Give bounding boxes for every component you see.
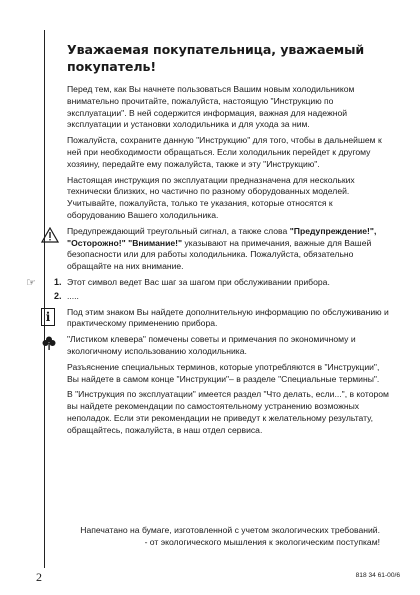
clover-icon	[41, 335, 59, 353]
step-text: .....	[67, 290, 79, 301]
page-number: 2	[36, 570, 42, 584]
info-icon: i	[41, 308, 55, 326]
warning-intro: Предупреждающий треугольный сигнал, а также слова	[67, 225, 288, 236]
step-1	[26, 275, 393, 289]
step-number: 1.	[54, 276, 62, 287]
margin-rule	[44, 30, 45, 568]
content	[26, 41, 393, 437]
clover-note	[67, 334, 393, 358]
step-text: Этот символ ведет Вас шаг за шагом при обслуживании прибора.	[67, 276, 330, 287]
eco-line-2: - от экологического мышления к экологическим поступкам!	[144, 536, 380, 547]
step-number: 2.	[54, 290, 62, 301]
eco-footer	[80, 525, 380, 549]
terms-paragraph: Разъяснение специальных терминов, которые употребляются в "Инструкции", Вы найдете в самом конце "Инструкции"– в разделе "Специальные термины".	[67, 361, 380, 384]
eco-line-1: Напечатано на бумаге, изготовленной с учетом экологических требований.	[80, 525, 380, 535]
warning-keywords: "Предупреждение!", "Осторожно!" "Внимание!"	[67, 225, 377, 248]
info-text: Под этим знаком Вы найдете дополнительную информацию по обслуживанию и практическому применению прибора.	[67, 306, 389, 329]
document-code: 818 34 61-00/6	[355, 572, 400, 579]
warning-text: указывают на примечания, важные для Вашей безопасности или для работы холодильника. Пожалуйста, обязательно обращайте на них внимание.	[67, 237, 372, 272]
step-2	[54, 290, 393, 303]
models-paragraph: Настоящая инструкция по эксплуатации предназначена для нескольких технически близких, но частично по разному оборудованных моделей. Учитывайте, пожалуйста, только те указания, которые относятся к оборудованию Вашего холодильника.	[67, 174, 355, 220]
keep-manual-paragraph: Пожалуйста, сохраните данную "Инструкцию" для того, чтобы в дальнейшем к ней при необходимости обращаться. Если холодильник перейдет к другому хозяину, передайте ему пожалуйста, также и эту "Инструкцию".	[67, 135, 382, 169]
pointing-hand-icon: ☞	[26, 275, 36, 289]
clover-text: "Листиком клевера" помечены советы и примечания по экономичному и экологичному использованию холодильника.	[67, 334, 356, 356]
warning-note	[67, 226, 393, 273]
intro-paragraph: Перед тем, как Вы начнете пользоваться Вашим новым холодильником внимательно прочитайте, пожалуйста, настоящую "Инструкцию по эксплуатации". В ней содержится информация, важная для надежной эксплуатации и установки холодильника и для ухода за ним.	[67, 84, 355, 130]
info-note	[45, 306, 393, 331]
troubleshooting-paragraph: В "Инструкция по эксплуатации" имеется раздел "Что делать, если...", в котором вы найдете рекомендации по самостоятельному устранению возможных неполадок. Если эти рекомендации не приведут к желательному результату, обращайтесь, пожалуйста, в наш отдел сервиса.	[67, 389, 389, 435]
page-title: Уважаемая покупательница, уважаемый покупатель!	[67, 42, 365, 74]
warning-triangle-icon	[41, 227, 59, 245]
